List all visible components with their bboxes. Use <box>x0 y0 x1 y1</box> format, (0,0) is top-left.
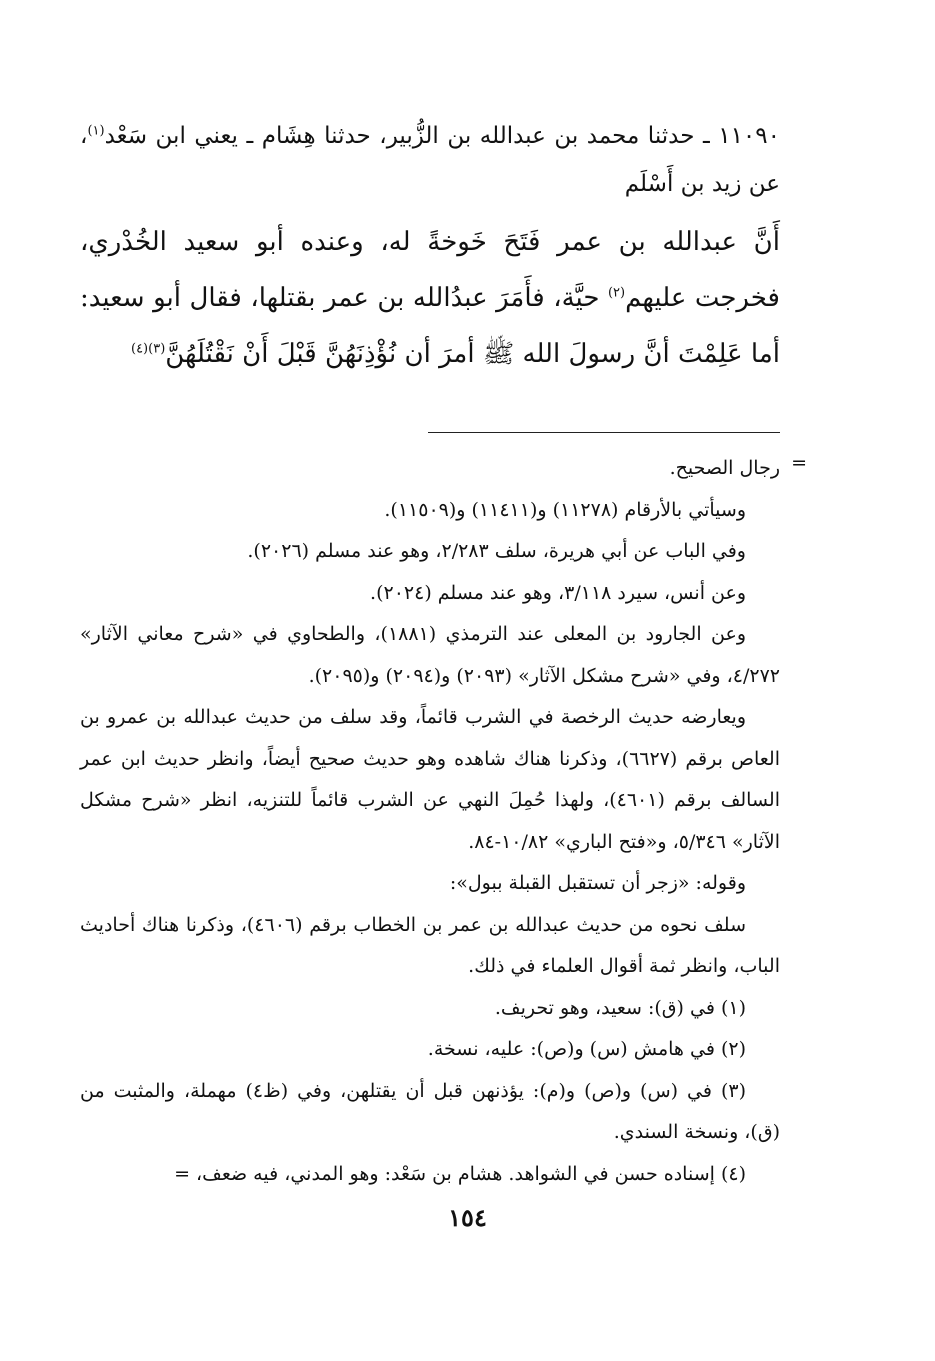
continuation-mark: = <box>791 452 807 474</box>
note-line: وقوله: «زجر أن تستقبل القبلة ببول»: <box>449 872 746 894</box>
hadith-matn <box>80 214 780 382</box>
note-line: وعن الجارود بن المعلى عند الترمذي (١٨٨١)، والطحاوي في «شرح معاني الآثار» ٤/٢٧٢، وفي «شرح مشكل الآثار» (٢٠٩٣) و(٢٠٩٤) و(٢٠٩٥). <box>80 623 780 687</box>
note-line: رجال الصحيح. <box>669 457 780 479</box>
isnad-text: ١١٠٩٠ ـ حدثنا محمد بن عبدالله بن الزُّبير، حدثنا هِشَام ـ يعني ابن سَعْد <box>104 123 780 149</box>
isnad-end: ، عن زيد بن أَسْلَم <box>80 123 780 197</box>
note-line: وسيأتي بالأرقام (١١٢٧٨) و(١١٤١١) و(١١٥٠٩). <box>384 498 746 521</box>
footnote-ref-3-4: (٣)(٤) <box>130 341 166 357</box>
footnote-ref-1: (١) <box>87 123 105 139</box>
footnotes <box>80 448 780 1195</box>
note-line: سلف نحوه من حديث عبدالله بن عمر بن الخطاب برقم (٤٦٠٦)، وذكرنا هناك أحاديث الباب، وانظر ثمة أقوال العلماء في ذلك. <box>80 913 780 977</box>
footnote-1: (١) في (ق): سعيد، وهو تحريف. <box>494 996 746 1019</box>
footnote-4: (٤) إسناده حسن في الشواهد. هشام بن سَعْد: وهو المدني، فيه ضعف، = <box>174 1162 746 1185</box>
footnote-2: (٢) في هامش (س) و(ص): عليه، نسخة. <box>427 1038 746 1060</box>
hadith-text <box>80 112 780 382</box>
note-line: وفي الباب عن أبي هريرة، سلف ٢/٢٨٣، وهو عند مسلم (٢٠٢٦). <box>247 540 746 562</box>
matn-text-1: أَنَّ عبدالله بن عمر فَتَحَ خَوخةً له، وعنده أبو سعيد الخُدْري، فخرجت عليهم <box>80 227 780 313</box>
page-number: ١٥٤ <box>448 1203 487 1232</box>
note-line: وعن أنس، سيرد ٣/١١٨، وهو عند مسلم (٢٠٢٤). <box>370 581 746 604</box>
footnote-divider <box>428 432 780 433</box>
hadith-isnad <box>80 112 780 208</box>
matn-text-2: حيَّة، فأَمَرَ عبدُالله بن عمر بقتلها، فقال أبو سعيد: أما عَلِمْتَ أنَّ رسولَ الله ﷺ أمرَ أن نُؤْذِنَهُنَّ قَبْلَ أَنْ نَقْتُلَهُنَّ <box>80 283 780 369</box>
footnote-3: (٣) في (س) و(ص) و(م): يؤذنهن قبل أن يقتلهن، وفي (ظ٤) مهملة، والمثبت من (ق)، ونسخة السندي. <box>80 1079 780 1143</box>
note-line: ويعارضه حديث الرخصة في الشرب قائماً، وقد سلف من حديث عبدالله بن عمرو بن العاص برقم (٦٦٢٧)، وذكرنا هناك شاهده وهو حديث صحيح أيضاً، وانظر حديث ابن عمر السالف برقم (٤٦٠١)، ولهذا حُمِلَ النهي عن الشرب قائماً للتنزيه، انظر «شرح مشكل الآثار» ٥/٣٤٦، و«فتح الباري» ١٠/٨٢-٨٤. <box>80 706 780 853</box>
footnote-ref-2: (٢) <box>607 285 626 301</box>
